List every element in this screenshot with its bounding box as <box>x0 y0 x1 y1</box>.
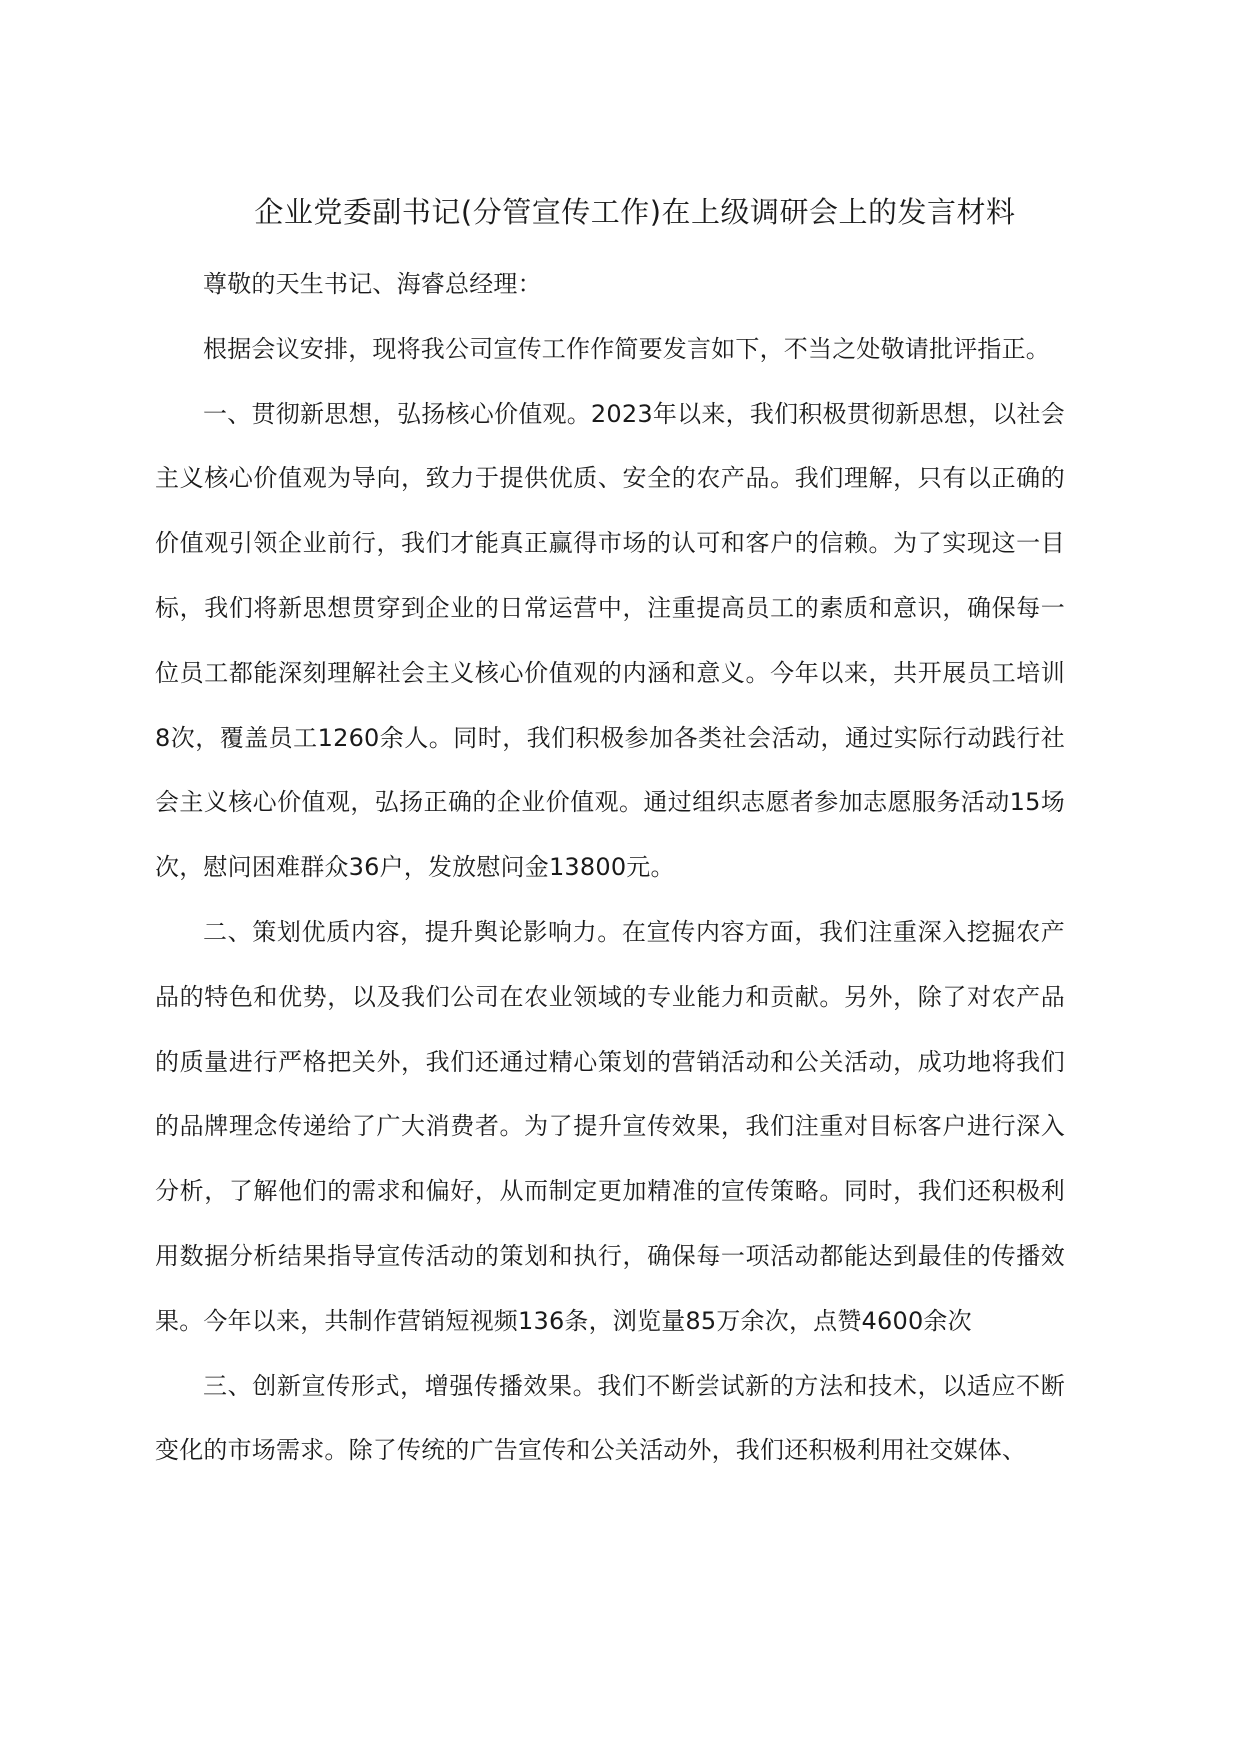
section-paragraph-2: 二、策划优质内容，提升舆论影响力。在宣传内容方面，我们注重深入挖掘农产品的特色和优势，以及我们公司在农业领域的专业能力和贡献。另外，除了对农产品的质量进行严格把关外，我们还通过精心策划的营销活动和公关活动，成功地将我们的品牌理念传递给了广大消费者。为了提升宣传效果，我们注重对目标客户进行深入分析，了解他们的需求和偏好，从而制定更加精准的宣传策略。同时，我们还积极利用数据分析结果指导宣传活动的策划和执行，确保每一项活动都能达到最佳的传播效果。今年以来，共制作营销短视频136条，浏览量85万余次，点赞4600余次 <box>155 917 1065 1335</box>
document-title: 企业党委副书记(分管宣传工作)在上级调研会上的发言材料 <box>254 195 1016 229</box>
salutation: 尊敬的天生书记、海睿总经理： <box>203 270 542 298</box>
intro-paragraph: 根据会议安排，现将我公司宣传工作作简要发言如下，不当之处敬请批评指正。 <box>203 334 1050 363</box>
document-body <box>155 252 1065 1483</box>
section-paragraph-1: 一、贯彻新思想，弘扬核心价值观。2023年以来，我们积极贯彻新思想，以社会主义核心价值观为导向，致力于提供优质、安全的农产品。我们理解，只有以正确的价值观引领企业前行，我们才能真正赢得市场的认可和客户的信赖。为了实现这一目标，我们将新思想贯穿到企业的日常运营中，注重提高员工的素质和意识，确保每一位员工都能深刻理解社会主义核心价值观的内涵和意义。今年以来，共开展员工培训8次，覆盖员工1260余人。同时，我们积极参加各类社会活动，通过实际行动践行社会主义核心价值观，弘扬正确的企业价值观。通过组织志愿者参加志愿服务活动15场次，慰问困难群众36户，发放慰问金13800元。 <box>155 399 1065 882</box>
section-paragraph-3: 三、创新宣传形式，增强传播效果。我们不断尝试新的方法和技术，以适应不断变化的市场需求。除了传统的广告宣传和公关活动外，我们还积极利用社交媒体、 <box>155 1371 1065 1465</box>
